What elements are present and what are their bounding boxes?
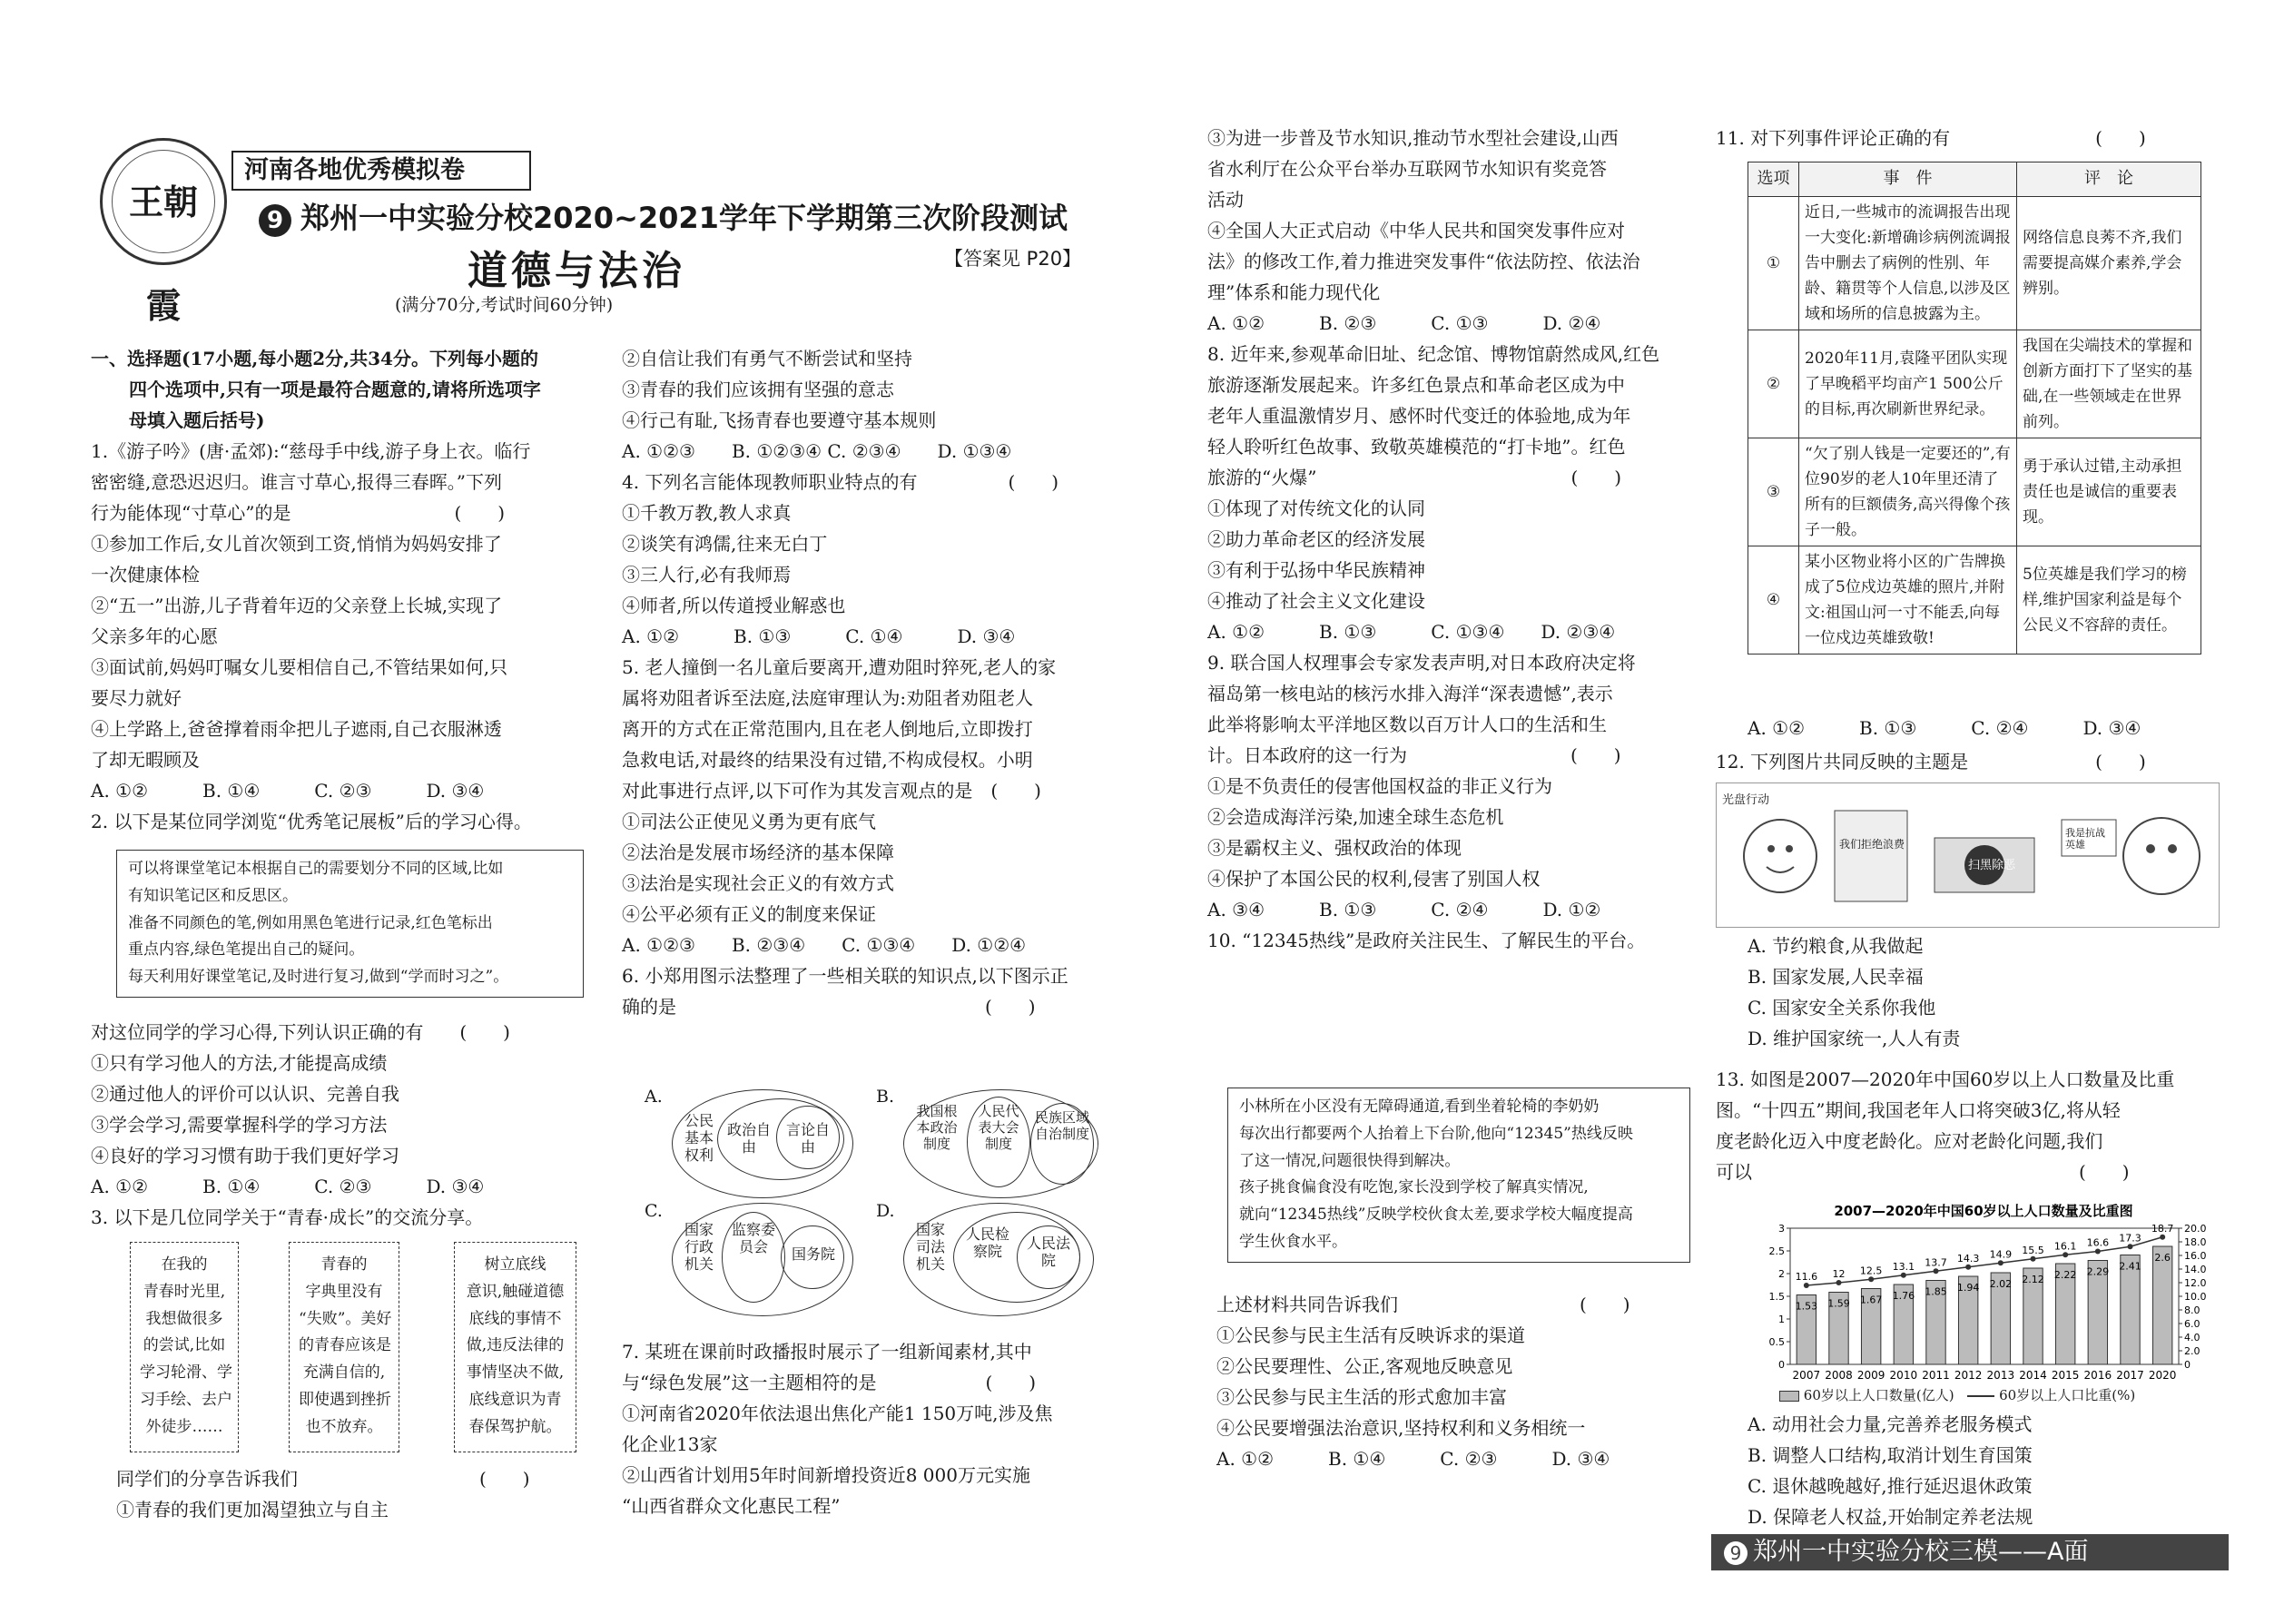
x-tick-label: 2020 — [2148, 1369, 2177, 1382]
line-point — [1901, 1273, 1906, 1278]
question-line: 离开的方式在正常范围内,且在老人倒地后,立即拨打 — [622, 718, 1033, 740]
question-line: 属将劝阻者诉至法庭,法庭审理认为:劝阻者劝阻老人 — [622, 687, 1034, 709]
question-13 — [1716, 1064, 2224, 1187]
bar-value-label: 1.76 — [1892, 1290, 1915, 1302]
table-row — [1748, 438, 2201, 546]
x-tick-label: 2014 — [2019, 1369, 2047, 1382]
share-card-2 — [289, 1242, 399, 1452]
column-3 — [1207, 123, 1716, 956]
option-line: C. 退休越晚越好,推行延迟退休政策 — [1748, 1475, 2033, 1497]
y-left-tick-label: 2.5 — [1768, 1245, 1785, 1257]
column-4 — [1716, 123, 2224, 153]
question-line: 度老龄化迈入中度老龄化。应对老龄化问题,我们 — [1716, 1130, 2103, 1152]
x-tick-label: 2007 — [1792, 1369, 1821, 1382]
series-line — [1807, 1237, 2162, 1285]
question-2-options — [91, 1017, 599, 1202]
question-line: 旅游逐渐发展起来。许多红色景点和革命老区成为中 — [1207, 374, 1625, 396]
y-left-tick-label: 3 — [1778, 1223, 1785, 1235]
question-line: ④良好的学习习惯有助于我们更好学习 — [91, 1145, 399, 1166]
question-line: ①体现了对传统文化的认同 — [1207, 497, 1425, 519]
question-line: 了却无暇顾及 — [91, 749, 200, 771]
card-line: 学习轮滑、学 — [140, 1363, 232, 1382]
question-line: ②通过他人的评价可以认识、完善自我 — [91, 1083, 399, 1105]
question-line: ②自信让我们有勇气不断尝试和坚持 — [622, 348, 912, 369]
card-line: 充满自信的, — [302, 1363, 386, 1382]
line-point — [1965, 1265, 1971, 1270]
question-line: ②法治是发展市场经济的基本保障 — [622, 842, 894, 863]
venn-a-text-1: 公民基本权利 — [684, 1112, 714, 1165]
table-row — [1748, 330, 2201, 438]
venn-d-text-1: 国家司法机关 — [915, 1221, 945, 1274]
question-line: 与“绿色发展”这一主题相符的是 ( ) — [622, 1372, 1037, 1393]
bar-value-label: 1.67 — [1859, 1294, 1883, 1306]
bar-value-label: 1.59 — [1827, 1297, 1850, 1310]
line-point — [1934, 1268, 1939, 1274]
question-line: 上述材料共同告诉我们 ( ) — [1216, 1294, 1630, 1315]
material-line: 就向“12345热线”反映学校伙食太差,要求学校大幅度提高 — [1239, 1206, 1633, 1224]
y-left-tick-label: 2 — [1778, 1268, 1785, 1280]
y-left-tick-label: 1 — [1778, 1314, 1785, 1325]
bar-value-label: 1.53 — [1795, 1300, 1818, 1313]
bar-value-label: 1.94 — [1956, 1282, 1980, 1294]
question-line: 要尽力就好 — [91, 687, 182, 709]
x-tick-label: 2013 — [1986, 1369, 2015, 1382]
question-3-options — [116, 1463, 588, 1525]
question-11-stem: 11. 对下列事件评论正确的有 ( ) — [1716, 127, 2146, 149]
line-value-label: 13.1 — [1892, 1260, 1915, 1273]
line-value-label: 13.7 — [1925, 1256, 1947, 1269]
line-value-label: 12 — [1832, 1268, 1846, 1280]
y-right-tick-label: 6.0 — [2184, 1318, 2200, 1330]
option-line: A. 动用社会力量,完善养老服务模式 — [1748, 1413, 2033, 1435]
table-cell-comment: 网络信息良莠不齐,我们需要提高媒介素养,学会辨别。 — [2017, 196, 2201, 330]
question-line: A. ①② B. ①④ C. ②③ D. ③④ — [91, 1176, 485, 1197]
y-right-tick-label: 10.0 — [2184, 1291, 2207, 1303]
card-line: 在我的 — [161, 1255, 208, 1274]
venn-b-text-2: 人民代表大会制度 — [978, 1103, 1019, 1152]
table-cell-option: ④ — [1748, 546, 1799, 655]
question-12-cartoon — [1716, 782, 2220, 928]
section-heading-2: 四个选项中,只有一项是最符合题意的,请将所选项字 — [129, 379, 541, 400]
x-tick-label: 2011 — [1922, 1369, 1950, 1382]
card-line: 事情坚决不做, — [466, 1363, 565, 1382]
question-line: “山西省群众文化惠民工程” — [622, 1495, 841, 1517]
question-line: ①只有学习他人的方法,才能提高成绩 — [91, 1052, 388, 1074]
line-point — [2128, 1244, 2133, 1249]
option-line: B. 调整人口结构,取消计划生育国策 — [1748, 1444, 2033, 1466]
material-line: 可以将课堂笔记本根据自己的需要划分不同的区域,比如 — [128, 860, 504, 878]
y-right-tick-label: 2.0 — [2184, 1345, 2200, 1357]
material-line: 学生伙食水平。 — [1239, 1232, 1347, 1251]
question-line: ③学会学习,需要掌握科学的学习方法 — [91, 1114, 388, 1136]
option-line: D. 维护国家统一,人人有责 — [1748, 1028, 1961, 1049]
question-line: ③三人行,必有我师焉 — [622, 564, 792, 586]
x-tick-label: 2009 — [1856, 1369, 1885, 1382]
question-10-material-box — [1227, 1088, 1690, 1263]
question-line: A. ①②③ B. ②③④ C. ①③④ D. ①②④ — [622, 934, 1027, 956]
share-card-3 — [454, 1242, 576, 1452]
question-line: 一次健康体检 — [91, 564, 200, 586]
table-cell-option: ③ — [1748, 438, 1799, 546]
venn-label-a: A. — [645, 1087, 663, 1107]
question-line: ①公民参与民主生活有反映诉求的渠道 — [1216, 1324, 1525, 1346]
y-right-tick-label: 14.0 — [2184, 1264, 2207, 1275]
venn-a-text-3: 言论自由 — [785, 1121, 830, 1156]
question-line: ②山西省计划用5年时间新增投资近8 000万元实施 — [622, 1464, 1030, 1486]
y-right-tick-label: 12.0 — [2184, 1277, 2207, 1289]
question-line: ③面试前,妈妈叮嘱女儿要相信自己,不管结果如何,只 — [91, 656, 508, 678]
score-note: (满分70分,考试时间60分钟) — [395, 295, 614, 315]
table-cell-option: ② — [1748, 330, 1799, 438]
material-line: 小林所在小区没有无障碍通道,看到坐着轮椅的李奶奶 — [1239, 1097, 1600, 1116]
question-line: 对这位同学的学习心得,下列认识正确的有 ( ) — [91, 1021, 510, 1043]
question-line: 同学们的分享告诉我们 ( ) — [116, 1468, 530, 1490]
question-line: 8. 近年来,参观革命旧址、纪念馆、博物馆蔚然成风,红色 — [1207, 343, 1660, 365]
line-point — [2160, 1235, 2165, 1240]
table-cell-comment: 我国在尖端技术的掌握和创新方面打下了坚实的基础,在一些领域走在世界前列。 — [2017, 330, 2201, 438]
x-tick-label: 2016 — [2083, 1369, 2112, 1382]
question-line: ①司法公正使见义勇为更有底气 — [622, 811, 876, 832]
bar-value-label: 1.85 — [1925, 1285, 1947, 1298]
card-line: 意识,触碰道德 — [466, 1282, 565, 1301]
footer-text: 郑州一中实验分校三模——A面 — [1753, 1538, 2089, 1566]
venn-label-d: D. — [876, 1201, 895, 1221]
card-line: 春保驾护航。 — [468, 1417, 562, 1436]
bar-value-label: 2.12 — [2022, 1274, 2044, 1285]
question-line: ①千教万教,教人求真 — [622, 502, 792, 524]
line-point — [2063, 1252, 2068, 1257]
line-value-label: 14.9 — [1989, 1248, 2013, 1261]
card-line: “失败”。美好 — [299, 1309, 392, 1328]
bar-value-label: 2.02 — [1989, 1278, 2013, 1290]
y-right-tick-label: 20.0 — [2184, 1223, 2207, 1235]
question-line: ④推动了社会主义文化建设 — [1207, 590, 1425, 612]
x-tick-label: 2008 — [1825, 1369, 1853, 1382]
table-row — [1748, 196, 2201, 330]
question-line: A. ①②③ B. ①②③④ C. ②③④ D. ①③④ — [622, 440, 1012, 462]
table-header-event: 事 件 — [1799, 162, 2017, 197]
question-line: 对此事进行点评,以下可作为其发言观点的是 ( ) — [622, 780, 1041, 802]
logo-text: 王朝霞 — [112, 150, 215, 253]
test-number-badge: 9 — [259, 204, 291, 237]
question-line: A. ①② B. ①③ C. ①③④ D. ②③④ — [1207, 621, 1616, 643]
question-line: 急救电话,对最终的结果没有过错,不构成侵权。小明 — [622, 749, 1033, 771]
question-line: A. ①② B. ①③ C. ①④ D. ③④ — [622, 625, 1016, 647]
chart-plot-area — [1769, 1223, 2207, 1382]
question-2-stem: 2. 以下是某位同学浏览“优秀笔记展板”后的学习心得。 — [91, 811, 532, 832]
question-line: ①是不负责任的侵害他国权益的非正义行为 — [1207, 775, 1552, 797]
brand-logo — [100, 138, 227, 326]
column-3-lower — [1216, 1289, 1725, 1474]
question-3-stem: 3. 以下是几位同学关于“青春·成长”的交流分享。 — [91, 1206, 484, 1228]
question-line: ③是霸权主义、强权政治的体现 — [1207, 837, 1462, 859]
venn-label-c: C. — [645, 1201, 663, 1221]
footer-number: 9 — [1724, 1541, 1748, 1565]
question-line: ④公民要增强法治意识,坚持权利和义务相统一 — [1216, 1417, 1586, 1439]
option-line: B. 国家发展,人民幸福 — [1748, 966, 1924, 988]
question-line: 行为能体现“寸草心”的是 ( ) — [91, 502, 506, 524]
table-cell-event: 近日,一些城市的流调报告出现一大变化:新增确诊病例流调报告中删去了病例的性别、年龄、籍贯等个人信息,以涉及区域和场所的信息披露为主。 — [1799, 196, 2017, 330]
question-line: ③为进一步普及节水知识,推动节水型社会建设,山西 — [1207, 127, 1619, 149]
question-line: ②助力革命老区的经济发展 — [1207, 528, 1425, 550]
bar-value-label: 2.29 — [2086, 1265, 2110, 1278]
table-cell-event: 某小区物业将小区的广告牌换成了5位戍边英雄的照片,并附文:祖国山河一寸不能丢,向每一位戍边英雄致敬! — [1799, 546, 2017, 655]
section-heading-3: 母填入题后括号) — [129, 409, 265, 431]
x-tick-label: 2012 — [1954, 1369, 1983, 1382]
question-line: 理”体系和能力现代化 — [1207, 281, 1381, 303]
table-cell-event: 2020年11月,袁隆平团队实现了早晚稻平均亩产1 500公斤的目标,再次刷新世界纪录。 — [1799, 330, 2017, 438]
chart-bar — [2152, 1246, 2171, 1364]
question-line: 可以 ( ) — [1716, 1161, 2130, 1183]
question-line: 13. 如图是2007—2020年中国60岁以上人口数量及比重 — [1716, 1068, 2175, 1090]
table-row — [1748, 546, 2201, 655]
bar-value-label: 2.41 — [2119, 1260, 2141, 1273]
question-line: 活动 — [1207, 189, 1244, 211]
question-line: A. ①② B. ①④ C. ②③ D. ③④ — [1216, 1448, 1610, 1470]
table-cell-comment: 勇于承认过错,主动承担责任也是诚信的重要表现。 — [2017, 438, 2201, 546]
legend-bar-label: 60岁以上人口数量(亿人) — [1803, 1387, 1954, 1403]
material-line: 准备不同颜色的笔,例如用黑色笔进行记录,红色笔标出 — [128, 913, 493, 932]
question-line: ③法治是实现社会正义的有效方式 — [622, 872, 894, 894]
venn-b-text-3: 民族区域自治制度 — [1035, 1109, 1090, 1142]
question-line: 省水利厅在公众平台举办互联网节水知识有奖竞答 — [1207, 158, 1607, 180]
question-line: 福岛第一核电站的核污水排入海洋“深表遗憾”,表示 — [1207, 683, 1613, 704]
series-banner: 河南各地优秀模拟卷 — [231, 151, 531, 191]
question-line: 7. 某班在课前时政播报时展示了一组新闻素材,其中 — [622, 1341, 1032, 1363]
y-right-tick-label: 18.0 — [2184, 1236, 2207, 1248]
question-line: ①参加工作后,女儿首次领到工资,悄悄为妈妈安排了 — [91, 533, 502, 555]
card-line: 青春的 — [320, 1255, 368, 1274]
question-line: A. ①② B. ①④ C. ②③ D. ③④ — [91, 780, 485, 802]
question-line: 法》的修改工作,着力推进突发事件“依法防控、依法治 — [1207, 251, 1640, 272]
cartoon-label-1: 光盘行动 — [1722, 793, 1770, 807]
card-line: 做,违反法律的 — [466, 1336, 565, 1355]
line-value-label: 14.3 — [1956, 1252, 1980, 1265]
question-line: 此举将影响太平洋地区数以百万计人口的生活和生 — [1207, 714, 1607, 735]
venn-d-text-3: 人民法院 — [1026, 1235, 1070, 1270]
column-2 — [622, 343, 1130, 1022]
question-line: 轻人聆听红色故事、致敬英雄模范的“打卡地”。红色 — [1207, 436, 1626, 458]
bar-value-label: 2.22 — [2053, 1269, 2077, 1281]
line-value-label: 11.6 — [1795, 1271, 1818, 1283]
legend-swatch-line — [1967, 1395, 1994, 1397]
question-line: 父亲多年的心愿 — [91, 625, 218, 647]
line-value-label: 12.5 — [1859, 1265, 1883, 1277]
material-line: 每天利用好课堂笔记,及时进行复习,做到“学而时习之”。 — [128, 968, 509, 986]
question-line: A. ①② B. ②③ C. ①③ D. ②④ — [1207, 312, 1601, 334]
table-header-comment: 评 论 — [2017, 162, 2201, 197]
chart-legend — [1779, 1384, 2135, 1408]
option-line: D. 保障老人权益,开始制定养老法规 — [1748, 1506, 2033, 1528]
question-line: ①河南省2020年依法退出焦化产能1 150万吨,涉及焦 — [622, 1403, 1053, 1424]
share-card-1 — [130, 1242, 239, 1452]
test-title — [259, 193, 1068, 242]
y-right-tick-label: 16.0 — [2184, 1250, 2207, 1262]
question-line: ④公平必须有正义的制度来保证 — [622, 903, 876, 925]
card-line: 习手绘、去户 — [140, 1390, 232, 1409]
question-line: 6. 小郑用图示法整理了一些相关联的知识点,以下图示正 — [622, 965, 1068, 987]
column-4-lower — [1748, 930, 2220, 1054]
question-13-options — [1748, 1409, 2220, 1532]
question-line: ④全国人大正式启动《中华人民共和国突发事件应对 — [1207, 220, 1625, 241]
test-title-text: 郑州一中实验分校2020~2021学年下学期第三次阶段测试 — [300, 201, 1068, 235]
card-line: 我想做很多 — [145, 1309, 223, 1328]
legend-line-label: 60岁以上人口比重(%) — [1999, 1387, 2136, 1403]
material-line: 重点内容,绿色笔提出自己的疑问。 — [128, 940, 365, 960]
line-value-label: 16.1 — [2053, 1240, 2077, 1253]
material-line: 每次出行都要两个人抬着上下台阶,他向“12345”热线反映 — [1239, 1124, 1633, 1143]
card-line: 也不放弃。 — [305, 1417, 383, 1436]
line-value-label: 15.5 — [2022, 1244, 2044, 1256]
line-point — [1998, 1260, 2004, 1265]
x-tick-label: 2017 — [2116, 1369, 2144, 1382]
question-11-table — [1748, 162, 2201, 655]
line-value-label: 18.7 — [2151, 1222, 2174, 1235]
bar-value-label: 2.6 — [2154, 1252, 2171, 1264]
question-line: 1.《游子吟》(唐·孟郊):“慈母手中线,游子身上衣。临行 — [91, 440, 531, 462]
table-cell-event: “欠了别人钱是一定要还的”,有位90岁的老人10年里还清了所有的巨额债务,高兴得像个孩子一般。 — [1799, 438, 2017, 546]
x-tick-label: 2015 — [2051, 1369, 2080, 1382]
question-line: ③有利于弘扬中华民族精神 — [1207, 559, 1425, 581]
question-line: ④上学路上,爸爸撑着雨伞把儿子遮雨,自己衣服淋透 — [91, 718, 502, 740]
table-cell-comment: 5位英雄是我们学习的榜样,维护国家利益是每个公民义不容辞的责任。 — [2017, 546, 2201, 655]
aging-chart — [1743, 1203, 2215, 1384]
question-line: 10. “12345热线”是政府关注民生、了解民生的平台。 — [1207, 930, 1646, 951]
y-right-tick-label: 0 — [2184, 1359, 2191, 1371]
question-11-options: A. ①② B. ①③ C. ②④ D. ③④ — [1748, 717, 2141, 739]
line-point — [1836, 1280, 1842, 1285]
card-line: 的尝试,比如 — [143, 1336, 226, 1355]
question-line: 计。日本政府的这一行为 ( ) — [1207, 744, 1621, 766]
line-point — [1804, 1283, 1809, 1288]
venn-d-text-2: 人民检察院 — [965, 1225, 1009, 1261]
cartoon-label-2: 我们拒绝浪费 — [1839, 838, 1905, 851]
question-line: 图。“十四五”期间,我国老年人口将突破3亿,将从轻 — [1716, 1099, 2121, 1121]
question-line: A. ③④ B. ①③ C. ②④ D. ①② — [1207, 899, 1601, 920]
question-line: ④师者,所以传道授业解惑也 — [622, 595, 846, 616]
question-line: 5. 老人撞倒一名儿童后要离开,遭劝阻时猝死,老人的家 — [622, 656, 1057, 678]
card-line: 青春时光里, — [143, 1282, 226, 1301]
question-line: ④保护了本国公民的权利,侵害了别国人权 — [1207, 868, 1541, 890]
cartoon-label-4: 我是抗战英雄 — [2065, 827, 2105, 851]
question-line: 确的是 ( ) — [622, 996, 1036, 1018]
venn-c-text-2: 监察委员会 — [731, 1221, 775, 1256]
table-cell-option: ① — [1748, 196, 1799, 330]
y-right-tick-label: 8.0 — [2184, 1304, 2200, 1316]
card-line: 底线的事情不 — [468, 1309, 562, 1328]
venn-c-text-1: 国家行政机关 — [684, 1221, 714, 1274]
card-line: 的青春应该是 — [299, 1336, 391, 1355]
chart-title: 2007—2020年中国60岁以上人口数量及比重图 — [1834, 1203, 2133, 1219]
line-value-label: 16.6 — [2086, 1236, 2110, 1249]
line-value-label: 17.3 — [2119, 1232, 2141, 1245]
section-heading: 一、选择题(17小题,每小题2分,共34分。下列每小题的 — [91, 348, 538, 369]
question-line: ③青春的我们应该拥有坚强的意志 — [622, 379, 894, 400]
option-line: C. 国家安全关系你我他 — [1748, 997, 1936, 1019]
question-line: ④行己有耻,飞扬青春也要遵守基本规则 — [622, 409, 937, 431]
line-point — [2031, 1256, 2036, 1262]
x-tick-label: 2010 — [1889, 1369, 1918, 1382]
question-1 — [91, 436, 599, 806]
venn-c-text-3: 国务院 — [791, 1245, 835, 1263]
cartoon-label-3: 扫黑除恶 — [1968, 859, 2016, 872]
venn-label-b: B. — [876, 1087, 895, 1107]
card-line: 外徒步…… — [145, 1417, 223, 1436]
question-line: 9. 联合国人权理事会专家发表声明,对日本政府决定将 — [1207, 652, 1636, 674]
y-left-tick-label: 1.5 — [1768, 1291, 1785, 1303]
card-line: 底线意识为青 — [468, 1390, 562, 1409]
question-line: ①青春的我们更加渴望独立与自主 — [116, 1499, 389, 1521]
y-left-tick-label: 0.5 — [1768, 1336, 1785, 1348]
question-line: ③公民参与民主生活的形式愈加丰富 — [1216, 1386, 1507, 1408]
line-point — [1868, 1276, 1874, 1282]
card-line: 即使遇到挫折 — [299, 1390, 391, 1409]
question-line: 化企业13家 — [622, 1433, 718, 1455]
venn-b-text-1: 我国根本政治制度 — [916, 1103, 958, 1152]
question-line: ②会造成海洋污染,加速全球生态危机 — [1207, 806, 1504, 828]
table-header-option: 选项 — [1748, 162, 1799, 197]
y-left-tick-label: 0 — [1778, 1359, 1785, 1371]
material-line: 孩子挑食偏食没有吃饱,家长没到学校了解真实情况, — [1239, 1178, 1589, 1197]
question-line: 密密缝,意恐迟迟归。谁言寸草心,报得三春晖。”下列 — [91, 471, 502, 493]
question-12-stem: 12. 下列图片共同反映的主题是 ( ) — [1716, 751, 2146, 773]
column-1 — [91, 343, 599, 837]
venn-a-text-2: 政治自由 — [726, 1121, 771, 1156]
subject-title: 道德与法治 — [468, 248, 685, 294]
question-line: 老年人重温激情岁月、感怀时代变迁的体验地,成为年 — [1207, 405, 1631, 427]
question-line: ②谈笑有鸿儒,往来无白丁 — [622, 533, 828, 555]
material-line: 了这一情况,问题很快得到解决。 — [1239, 1151, 1461, 1170]
question-2-material-box — [116, 850, 584, 998]
y-right-tick-label: 4.0 — [2184, 1332, 2200, 1343]
question-line: ②公民要理性、公正,客观地反映意见 — [1216, 1355, 1513, 1377]
question-line: 4. 下列名言能体现教师职业特点的有 ( ) — [622, 471, 1059, 493]
page-footer — [1711, 1534, 2229, 1570]
option-line: A. 节约粮食,从我做起 — [1748, 935, 1924, 957]
card-line: 字典里没有 — [305, 1282, 383, 1301]
answer-reference: 【答案见 P20】 — [944, 248, 1082, 270]
material-line: 有知识笔记区和反思区。 — [128, 886, 298, 905]
question-line: 旅游的“火爆” ( ) — [1207, 467, 1622, 488]
card-line: 树立底线 — [484, 1255, 546, 1274]
legend-swatch-bar — [1779, 1391, 1799, 1402]
column-1-lower — [91, 1017, 599, 1233]
question-line: ②“五一”出游,儿子背着年迈的父亲登上长城,实现了 — [91, 595, 503, 616]
column-2-lower — [622, 1336, 1130, 1521]
line-point — [2095, 1249, 2101, 1255]
